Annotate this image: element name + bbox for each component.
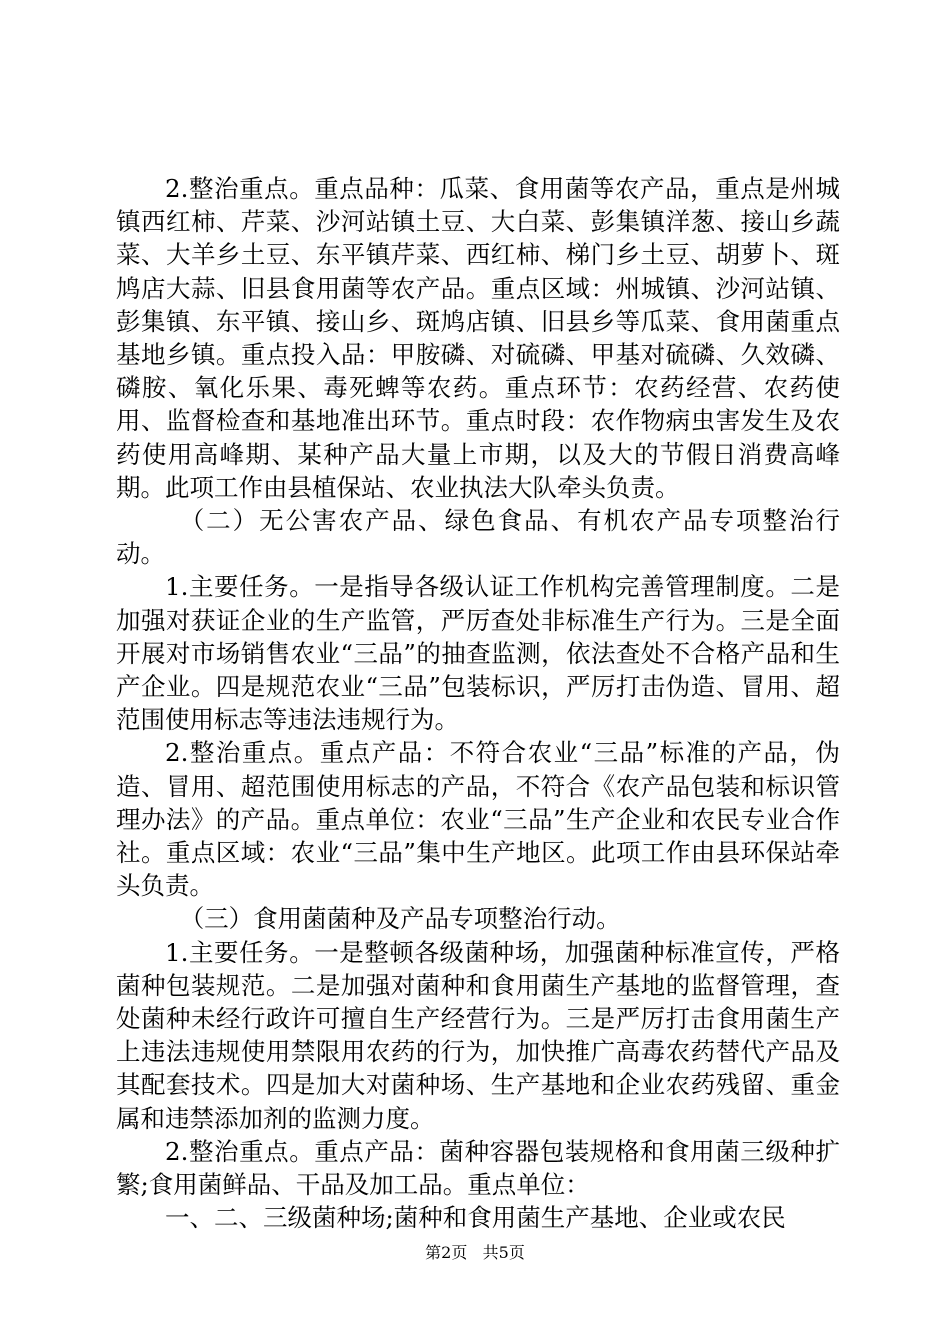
section-heading-2: （二）无公害农产品、绿色食品、有机农产品专项整治行动。: [116, 506, 840, 569]
paragraph-focus-areas-1: 2.整治重点。重点品种：瓜菜、食用菌等农产品，重点是州城镇西红柿、芹菜、沙河站镇土豆、大白菜、彭集镇洋葱、接山乡蔬菜、大羊乡土豆、东平镇芹菜、西红柿、梯门乡土豆、胡萝卜、斑鸠店大蒜、旧县食用菌等农产品。重点区域：州城镇、沙河站镇、彭集镇、东平镇、接山乡、斑鸠店镇、旧县乡等瓜菜、食用菌重点基地乡镇。重点投入品：甲胺磷、对硫磷、甲基对硫磷、久效磷、磷胺、氧化乐果、毒死蜱等农药。重点环节：农药经营、农药使用、监督检查和基地准出环节。重点时段：农作物病虫害发生及农药使用高峰期、某种产品大量上市期，以及大的节假日消费高峰期。此项工作由县植保站、农业执法大队牵头负责。: [116, 174, 840, 502]
paragraph-continuation: 一、二、三级菌种场;菌种和食用菌生产基地、企业或农民: [165, 1203, 786, 1233]
paragraph-main-tasks-3: 1.主要任务。一是整顿各级菌种场，加强菌种标准宣传，严格菌种包装规范。二是加强对菌种和食用菌生产基地的监督管理，查处菌种未经行政许可擅自生产经营行为。三是严厉打击食用菌生产上违法违规使用禁限用农药的行为，加快推广高毒农药替代产品及其配套技术。四是加大对菌种场、生产基地和企业农药残留、重金属和违禁添加剂的监测力度。: [116, 937, 840, 1133]
section-heading-3: （三）食用菌菌种及产品专项整治行动。: [179, 904, 621, 934]
paragraph-focus-areas-3: 2.整治重点。重点产品：菌种容器包装规格和食用菌三级种扩繁;食用菌鲜品、干品及加工品。重点单位：: [116, 1136, 840, 1200]
document-body: [116, 172, 840, 1235]
page-number: 第2页: [425, 1243, 468, 1262]
page-separator: [472, 1243, 477, 1262]
page-footer: [0, 1243, 950, 1263]
page-total: 共5页: [482, 1243, 525, 1262]
paragraph-focus-areas-2: 2.整治重点。重点产品：不符合农业“三品”标准的产品，伪造、冒用、超范围使用标志的产品，不符合《农产品包装和标识管理办法》的产品。重点单位：农业“三品”生产企业和农民专业合作社。重点区域：农业“三品”集中生产地区。此项工作由县环保站牵头负责。: [116, 738, 840, 901]
paragraph-main-tasks-2: 1.主要任务。一是指导各级认证工作机构完善管理制度。二是加强对获证企业的生产监管，严厉查处非标准生产行为。三是全面开展对市场销售农业“三品”的抽查监测，依法查处不合格产品和生产企业。四是规范农业“三品”包装标识，严厉打击伪造、冒用、超范围使用标志等违法违规行为。: [116, 572, 840, 735]
